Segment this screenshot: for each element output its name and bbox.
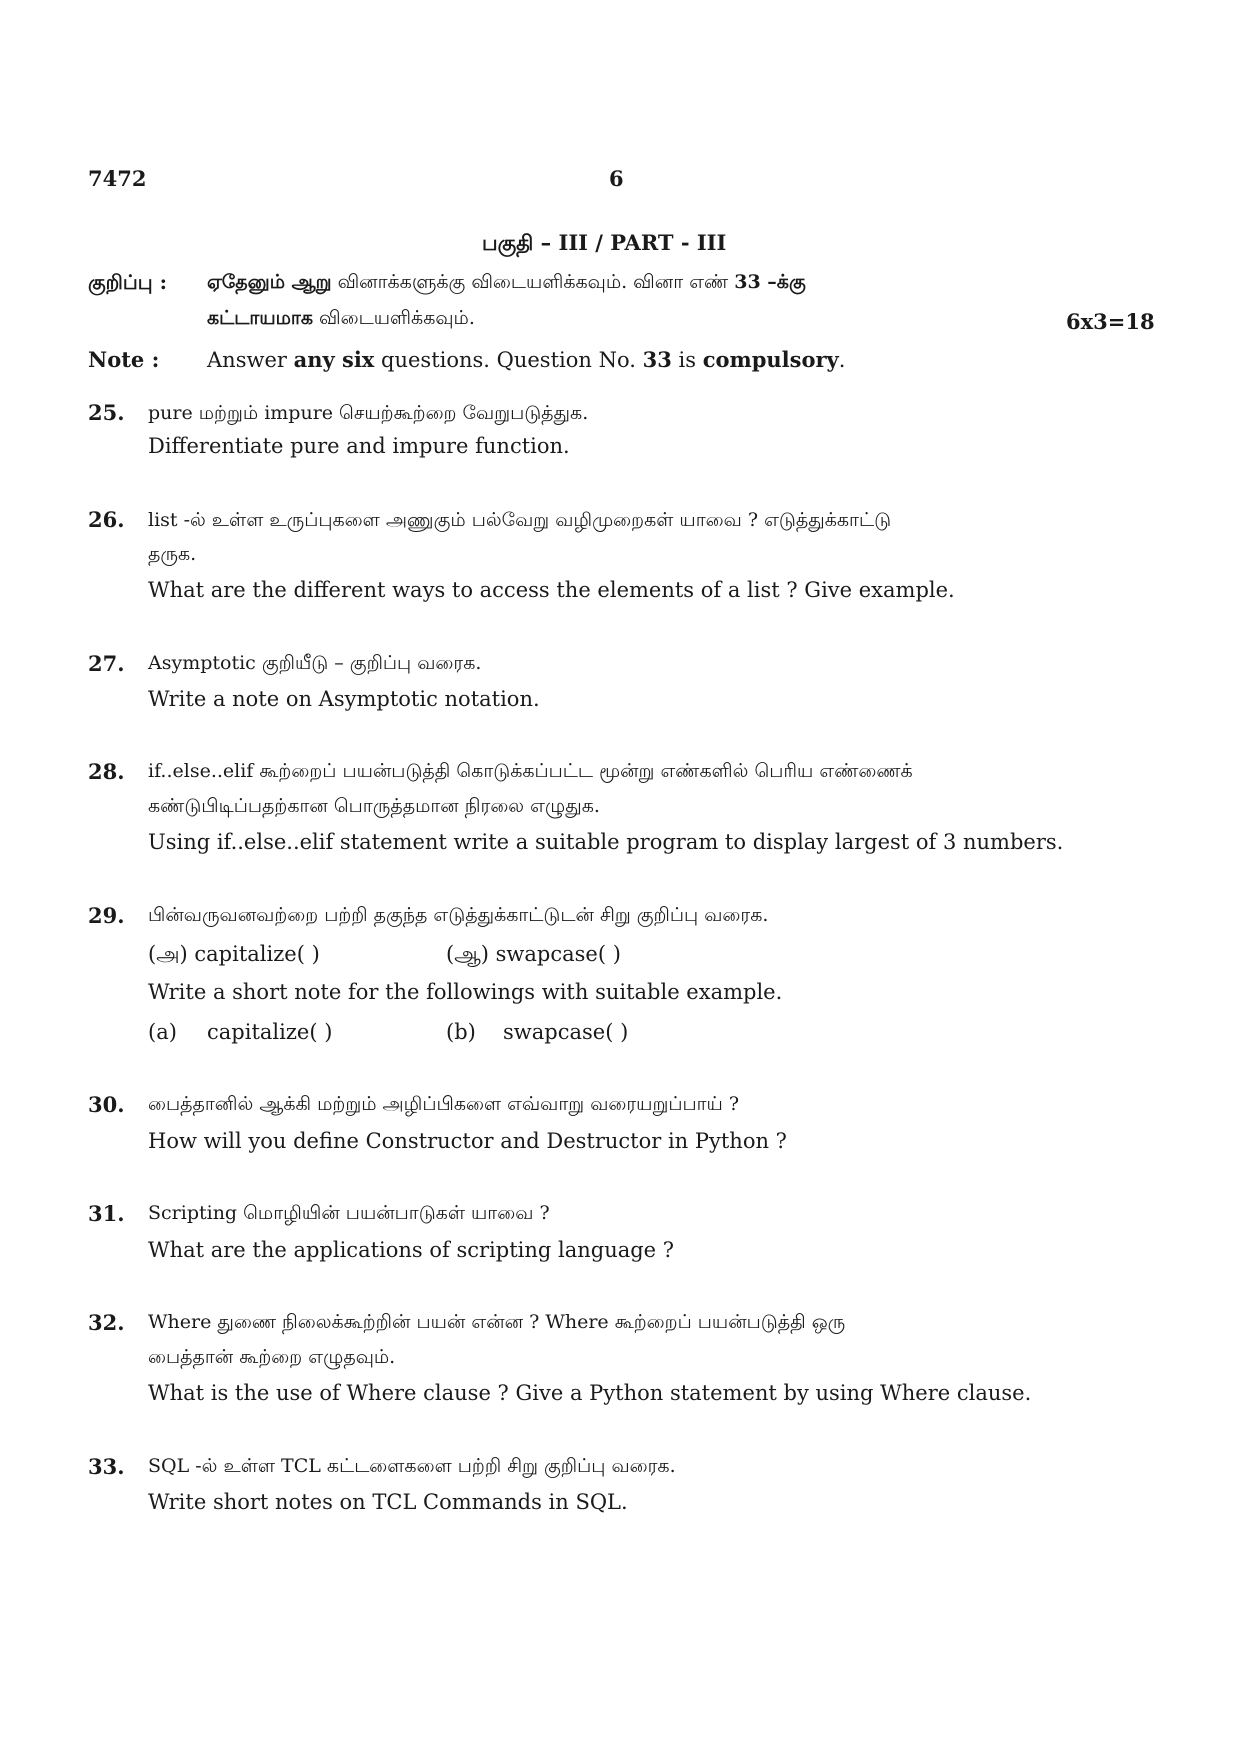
tamil-note-line1 [207, 271, 806, 296]
question-english: Write a note on Asymptotic notation. [148, 687, 540, 711]
question-tamil-line: பின்வருவனவற்றை பற்றி தகுந்த எடுத்துக்காட்டுடன் சிறு குறிப்பு வரைக. [148, 904, 769, 926]
tamil-note-line2 [207, 307, 475, 332]
question-english: Write a short note for the followings with suitable example. [148, 980, 783, 1004]
question-number: 25. [88, 400, 125, 425]
english-note-text: Answer any six questions. Question No. 33 is compulsory. [207, 347, 846, 372]
tamil-note-text1: வினாக்களுக்கு விடையளிக்கவும். வினா எண் [337, 271, 729, 293]
question-english: What is the use of Where clause ? Give a Python statement by using Where clause. [148, 1381, 1032, 1405]
question-english: What are the applications of scripting language ? [148, 1238, 675, 1262]
question-tamil-line: தருக. [148, 543, 197, 565]
question-tamil-line: pure மற்றும் impure செயற்கூற்றை வேறுபடுத்துக. [148, 402, 589, 424]
question-tamil-line: SQL -ல் உள்ள TCL கட்டளைகளை பற்றி சிறு குறிப்பு வரைக. [148, 1455, 676, 1477]
question-english: Write short notes on TCL Commands in SQL. [148, 1490, 628, 1514]
tamil-note-text2: விடையளிக்கவும். [319, 307, 475, 329]
tamil-note-label: குறிப்பு : [88, 270, 167, 294]
tamil-option-a: (அ) capitalize( ) [148, 942, 320, 966]
question-number: 32. [88, 1310, 125, 1335]
tamil-note-number: 33 –க்கு [734, 271, 806, 293]
question-number: 29. [88, 903, 125, 928]
page-number: 6 [609, 166, 624, 191]
question-number: 30. [88, 1092, 125, 1117]
tamil-note-bold1: ஏதேனும் ஆறு [207, 271, 332, 293]
paper-code: 7472 [88, 166, 147, 191]
english-option-a-text: capitalize( ) [207, 1020, 333, 1044]
tamil-option-b: (ஆ) swapcase( ) [446, 942, 621, 966]
question-english: What are the different ways to access the elements of a list ? Give example. [148, 578, 955, 602]
english-option-b-label: (b) [446, 1020, 476, 1044]
question-number: 33. [88, 1454, 125, 1479]
question-english: Using if..else..elif statement write a suitable program to display largest of 3 numbers. [148, 830, 1064, 854]
question-tamil-line: கண்டுபிடிப்பதற்கான பொருத்தமான நிரலை எழுதுக. [148, 795, 600, 817]
question-number: 27. [88, 651, 125, 676]
question-tamil-line: Asymptotic குறியீடு – குறிப்பு வரைக. [148, 652, 482, 674]
english-note-label: Note : [88, 347, 160, 372]
question-english: How will you define Constructor and Destructor in Python ? [148, 1129, 787, 1153]
marks-label: 6x3=18 [1066, 309, 1155, 334]
question-number: 28. [88, 759, 125, 784]
question-number: 26. [88, 507, 125, 532]
english-option-b-text: swapcase( ) [503, 1020, 629, 1044]
question-tamil-line: Scripting மொழியின் பயன்பாடுகள் யாவை ? [148, 1202, 550, 1224]
question-tamil-line: பைத்தான் கூற்றை எழுதவும். [148, 1346, 396, 1368]
question-number: 31. [88, 1201, 125, 1226]
question-tamil-line: if..else..elif கூற்றைப் பயன்படுத்தி கொடுக்கப்பட்ட மூன்று எண்களில் பெரிய எண்ணைக் [148, 760, 913, 782]
part-title: பகுதி – III / PART - III [482, 230, 727, 255]
tamil-note-bold2: கட்டாயமாக [207, 307, 313, 329]
english-option-a-label: (a) [148, 1020, 177, 1044]
question-tamil-line: list -ல் உள்ள உருப்புகளை அணுகும் பல்வேறு வழிமுறைகள் யாவை ? எடுத்துக்காட்டு [148, 509, 892, 531]
question-tamil-line: பைத்தானில் ஆக்கி மற்றும் அழிப்பிகளை எவ்வாறு வரையறுப்பாய் ? [148, 1093, 740, 1115]
question-english: Differentiate pure and impure function. [148, 434, 570, 458]
question-tamil-line: Where துணை நிலைக்கூற்றின் பயன் என்ன ? Where கூற்றைப் பயன்படுத்தி ஒரு [148, 1311, 846, 1333]
